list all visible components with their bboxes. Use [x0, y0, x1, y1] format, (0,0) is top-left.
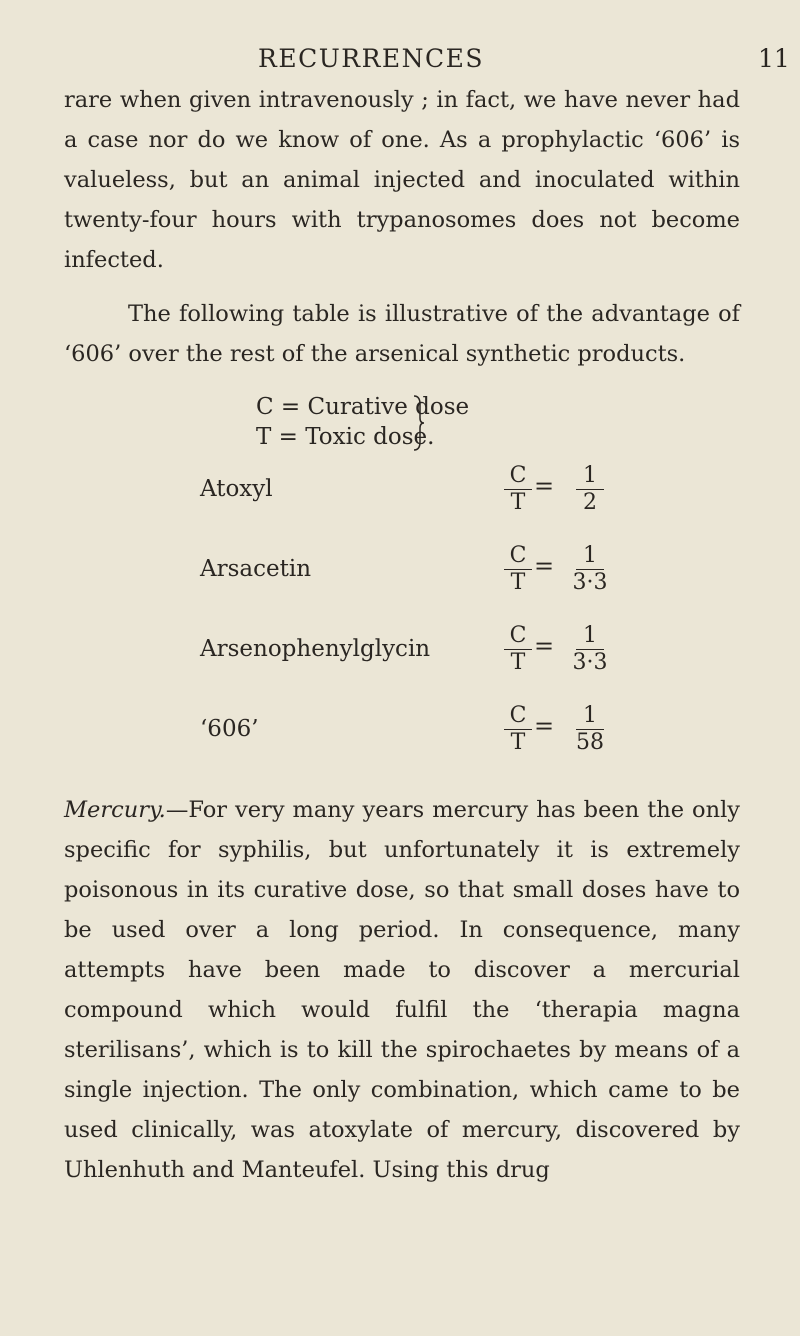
- product-name: ‘606’: [200, 716, 259, 742]
- ct-fraction: C T: [500, 544, 536, 595]
- table-row: [0, 458, 800, 538]
- legend-brace-icon: [412, 394, 426, 452]
- product-name: Arsenophenylglycin: [200, 636, 431, 662]
- equals-sign: =: [534, 472, 555, 500]
- product-name: Atoxyl: [200, 476, 273, 502]
- table-row: [0, 618, 800, 698]
- paragraph-3-lead: Mercury.: [64, 797, 166, 823]
- ct-fraction: C T: [500, 624, 536, 675]
- table-row: [0, 538, 800, 618]
- equals-sign: =: [534, 552, 555, 580]
- ratio-fraction: 1 2: [572, 464, 608, 515]
- ct-fraction: C T: [500, 464, 536, 515]
- legend-toxic: T = Toxic dose.: [256, 424, 435, 450]
- paragraph-1: rare when given intravenously ; in fact, we have never had a case nor do we know of one. As a prophylactic ‘606’ is valueless, but an animal injected and inoculated within twenty-four hours with trypanosomes does not become infected.: [64, 87, 740, 273]
- paragraph-2: The following table is illustrative of the advantage of ‘606’ over the rest of the arsenical synthetic products.: [64, 301, 740, 367]
- equals-sign: =: [534, 712, 555, 740]
- ratio-fraction: 1 3·3: [572, 543, 608, 595]
- equals-sign: =: [534, 632, 555, 660]
- dose-ratio-table: [0, 458, 800, 798]
- paragraph-3: [64, 790, 740, 1190]
- running-head: RECURRENCES: [258, 44, 485, 73]
- legend-curative: C = Curative dose: [256, 394, 470, 420]
- table-row: [0, 698, 800, 778]
- ratio-fraction: 1 3·3: [572, 623, 608, 675]
- page-header: [0, 44, 800, 84]
- ratio-fraction: 1 58: [576, 703, 604, 755]
- product-name: Arsacetin: [200, 556, 312, 582]
- paragraph-3-text: —For very many years mercury has been the only specific for syphilis, but unfortunately it is extremely poisonous in its curative dose, so that small doses have to be used over a long period. In consequence, many attempts have been made to discover a mercurial compound which would fulfil the ‘therapia magna sterilisans’, which is to kill the spirochaetes by means of a single injection. The only combination, which came to be used clinically, was atoxylate of mercury, discovered by Uhlenhuth and Manteufel. Using this drug: [64, 797, 740, 1183]
- ct-fraction: C T: [500, 704, 536, 755]
- dose-legend: [256, 392, 469, 452]
- page-number: 11: [758, 44, 790, 73]
